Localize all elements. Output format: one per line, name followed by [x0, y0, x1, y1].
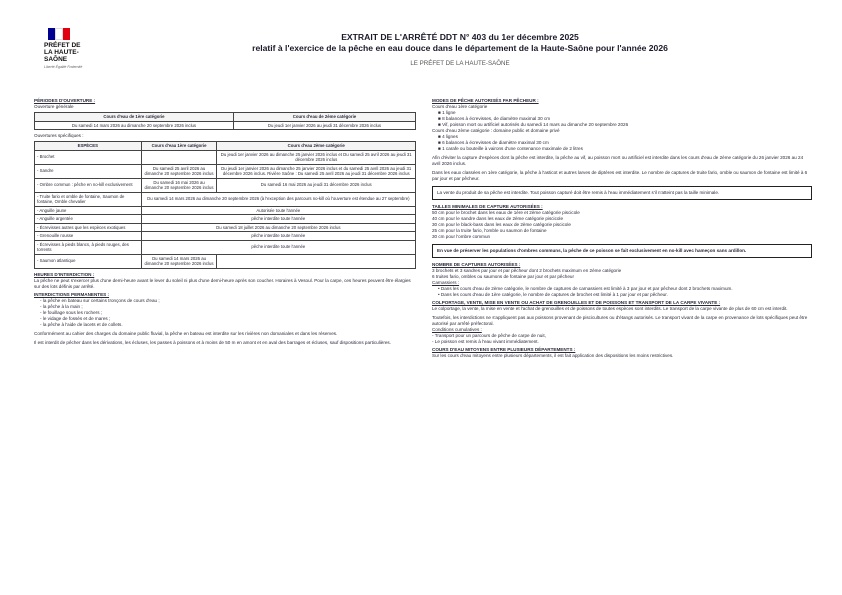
list-item-text: Vif, poisson mort ou artificiel autorisés du samedi 14 mars au dimanche 20 septembre 2026: [442, 122, 629, 127]
colportage-text: Le colportage, la vente, la mise en vente et l'achat de grenouilles et de poissons de toutes espèces sont interdits. Le transport de la carpe vivante de plus de 60 cm est interdit.: [432, 306, 788, 311]
merged-cell: pêche interdite toute l'année: [141, 240, 415, 254]
merged-cell: pêche interdite toute l'année: [141, 232, 415, 241]
generale-label: Ouverture générale: [34, 104, 74, 109]
paragraph: Afin d'éviter la capture d'espèces dont la pêche est interdite, la pêche au vif, au poisson mort ou artificiel est interdite dans les cours d'eau de 2ème catégorie du 26 janvier 2026 au 24 avril 2026 inclus.: [432, 155, 804, 166]
list-item: - la pêche en bateau sur certains tronçons de cours d'eau ;: [40, 297, 160, 303]
conditions-label: Conditions cumulatives :: [432, 327, 482, 332]
list-item: - la pêche à l'aide de lacets et de collets.: [40, 321, 123, 327]
list-item-text: 1 ligne: [442, 110, 456, 115]
table2-header-cat1: Cours d'eau 1ère catégorie: [141, 142, 217, 151]
table2-header-cat2: Cours d'eau 2ème catégorie: [217, 142, 416, 151]
decree-title: [100, 32, 820, 54]
tailles-heading: TAILLES MINIMALES DE CAPTURE AUTORISÉES :: [432, 204, 543, 209]
list-item: - Transport pour un parcours de pêche de carpe de nuit,: [432, 333, 546, 338]
flag-white-band: [55, 28, 64, 40]
heures-text: La pêche ne peut s'exercer plus d'une demi-heure avant le lever du soleil ni plus d'une demi-heure après son coucher. Horaires à Vesoul. Pour la carpe, ces heures peuvent être élargies sur des lots définis par arrêté.: [34, 277, 411, 289]
cat2-cell: Du samedi 16 mai 2026 au jeudi 31 décembre 2026 inclus: [217, 178, 416, 192]
specifiques-label: Ouvertures spécifiques :: [34, 133, 84, 138]
decree-subtitle: LE PRÉFET DE LA HAUTE-SAÔNE: [410, 60, 510, 67]
interdictions-heading: INTERDICTIONS PERMANENTES :: [34, 291, 110, 297]
list-item: ■ 1 carafe ou bouteille à vairons d'une contenance maximale de 2 litres: [438, 146, 583, 151]
list-item-text: 4 lignes: [442, 134, 458, 139]
nombre-heading: NOMBRE DE CAPTURES AUTORISÉES :: [432, 262, 521, 267]
list-item: 3 brochets et 3 sandres par jour et par pêcheur dont 2 brochets maximum en 2ème catégorie: [432, 268, 622, 273]
merged-cell: Du samedi 18 juillet 2026 au dimanche 20 septembre 2026 inclus: [141, 223, 415, 232]
merged-cell: Autorisée toute l'année: [141, 206, 415, 215]
table-row: [35, 192, 416, 206]
species-cell: - Anguille jaune: [35, 206, 142, 215]
species-cell: - Anguille argentée: [35, 215, 142, 224]
heures-heading: HEURES D'INTERDICTION :: [34, 271, 95, 277]
table1-header-cat1: Cours d'eau de 1ère catégorie: [35, 113, 234, 122]
paragraph: Il est interdit de pêcher dans les dérivations, les écluses, les passes à poissons et à moins de 50 m en amont et en aval des barrages et écluses, sauf dispositions particulières.: [34, 339, 391, 345]
species-cell: - Grenouille rousse: [35, 232, 142, 241]
list-item: ■ 1 ligne: [438, 110, 456, 115]
species-cell: - Sandre: [35, 164, 142, 178]
list-item: 6 truites fario, ombles ou saumons de fontaine par jour et par pêcheur: [432, 274, 574, 279]
table-row: [35, 240, 416, 254]
list-item-text: 8 balances à écrevisses, de diamètre maximal 30 cm: [442, 116, 551, 121]
merged-cell: Du samedi 14 mars 2026 au dimanche 20 septembre 2026 (à l'exception des parcours no-kill où l'ouverture est étendue au 27 septembre): [141, 192, 415, 206]
list-item: ■ 8 balances à écrevisses, de diamètre maximal 30 cm: [438, 116, 551, 121]
list-item-text: Dans les cours d'eau de 1ère catégorie, le nombre de captures de brochet est limité à 1 par jour et par pêcheur.: [440, 292, 668, 297]
species-cell: - Écrevisses autres que les espèces exotiques: [35, 223, 142, 232]
prefet-logo: [44, 28, 86, 88]
specific-opening-table: [34, 141, 416, 269]
republic-flag-icon: [48, 28, 70, 40]
list-item: - le fouillage sous les rochers ;: [40, 309, 103, 315]
species-cell: - Ombre commun : pêche en no-kill exclusivement: [35, 178, 142, 192]
paragraph: Toutefois, les interdictions ne s'appliquent pas aux poissons provenant de piscicultures ou d'étangs autorisés. Le transport vivant de la carpe en provenance de lots spécifiques peut être autorisé par arrêté préfectoral.: [432, 315, 808, 326]
carnassiers-label: Carnassiers :: [432, 280, 460, 285]
ombre-notice-box: En vue de préserver les populations d'ombres communs, la pêche de ce poisson se fait exclusivement en no-kill avec hameçon sans ardillon.: [432, 244, 812, 258]
list-item: 25 cm pour la truite fario, l'omble ou saumon de fontaine: [432, 228, 547, 233]
cat2-cell: Du jeudi 1er janvier 2026 au dimanche 25 janvier 2026 inclus et du samedi 25 avril 2026 au jeudi 31 décembre 2026 inclus. Rivière Saône : Du samedi 25 avril 2026 au jeudi 31 décembre 2026 inclus: [217, 164, 416, 178]
cours-heading: COURS D'EAU MITOYENS ENTRE PLUSIEURS DÉPARTEMENTS :: [432, 347, 576, 352]
list-item: • Dans les cours d'eau de 1ère catégorie, le nombre de captures de brochet est limité à 1 par jour et par pêcheur.: [438, 292, 668, 297]
list-item-text: 6 balances à écrevisses de diamètre maximal 30 cm: [442, 140, 549, 145]
table1-cell-cat1: Du samedi 14 mars 2026 au dimanche 20 septembre 2026 inclus: [35, 121, 234, 130]
species-cell: - Brochet: [35, 150, 142, 164]
table-row: [35, 164, 416, 178]
cat2-cell: Du jeudi 1er janvier 2026 au dimanche 25 janvier 2026 inclus et Du samedi 25 avril 2026 au jeudi 31 décembre 2026 inclus: [217, 150, 416, 164]
modes-heading: MODES DE PÊCHE AUTORISÉS PAR PÊCHEUR :: [432, 98, 539, 103]
table-row: [35, 206, 416, 215]
species-cell: - Truite fario et omble de fontaine, Saumon de fontaine, Omble chevalier: [35, 192, 142, 206]
flag-red-band: [63, 28, 70, 40]
list-item: 30 cm pour le black-bass dans les eaux de 2ème catégorie piscicole: [432, 222, 571, 227]
list-item: • Dans les cours d'eau de 2ème catégorie, le nombre de captures de carnassiers est limité à 3 par jour et par pêcheur dont 2 brochets maximum.: [438, 286, 733, 291]
cat1-cell: Du samedi 25 avril 2026 au dimanche 20 septembre 2026 inclus: [141, 164, 217, 178]
republic-motto: Liberté Égalité Fraternité: [44, 65, 83, 69]
list-item: 30 cm pour l'ombre commun: [432, 234, 491, 239]
list-item-text: 1 carafe ou bouteille à vairons d'une contenance maximale de 2 litres: [442, 146, 583, 151]
species-cell: - Saumon atlantique: [35, 254, 142, 268]
cat2-cell: [217, 254, 416, 268]
table-row: [35, 215, 416, 224]
list-item: - le vidage de fossés et de mares ;: [40, 315, 111, 321]
title-line-1: EXTRAIT DE L'ARRÊTÉ DDT N° 403 du 1er décembre 2025: [341, 32, 579, 42]
cat1-cell: Du samedi 16 mai 2026 au dimanche 20 septembre 2026 inclus: [141, 178, 217, 192]
colportage-heading: COLPORTAGE, VENTE, MISE EN VENTE OU ACHAT DE GRENOUILLES ET DE POISSONS ET TRANSPORT DE LA CARPE VIVANTE :: [432, 300, 721, 305]
table-row: [35, 223, 416, 232]
cat2-label: Cours d'eau 2ème catégorie : domaine public et domaine privé: [432, 128, 560, 133]
table2-header-species: ESPÈCES: [35, 142, 142, 151]
merged-cell: pêche interdite toute l'année: [141, 215, 415, 224]
cat1-cell: Du samedi 14 mars 2026 au dimanche 20 septembre 2026 inclus: [141, 254, 217, 268]
periodes-heading: PÉRIODES D'OUVERTURE :: [34, 98, 96, 103]
list-item: ■ Vif, poisson mort ou artificiel autorisés du samedi 14 mars au dimanche 20 septembre 2026: [438, 122, 629, 127]
list-item: 40 cm pour le sandre dans les eaux de 2ème catégorie piscicole: [432, 216, 563, 221]
list-item: - Le poisson est remis à l'eau vivant immédiatement.: [432, 339, 539, 344]
prefet-name: PRÉFET DE LA HAUTE-SAÔNE: [44, 42, 81, 63]
species-cell: - Écrevisses à pieds blancs, à pieds rouges, des torrents: [35, 240, 142, 254]
table1-header-cat2: Cours d'eau de 2ème catégorie: [233, 113, 415, 122]
flag-blue-band: [48, 28, 55, 40]
right-column: [432, 96, 812, 359]
list-item: ■ 4 lignes: [438, 134, 458, 139]
list-item: 50 cm pour le brochet dans les eaux de 1ère et 2ème catégorie piscicole: [432, 210, 580, 215]
table-row: [35, 232, 416, 241]
table1-cell-cat2: Du jeudi 1er janvier 2026 au jeudi 31 décembre 2026 inclus: [233, 121, 415, 130]
left-column: [34, 96, 416, 346]
title-line-2: relatif à l'exercice de la pêche en eau douce dans le département de la Haute-Saône pour l'année 2026: [252, 43, 668, 53]
table-row: [35, 254, 416, 268]
cat1-label: Cours d'eau 1ère catégorie: [432, 104, 488, 109]
cours-text: Sur les cours d'eau mitoyens entre plusieurs départements, il est fait application des dispositions les moins restrictives.: [432, 353, 674, 358]
paragraph: Conformément au cahier des charges du domaine public fluvial, la pêche en bateau est interdite sur les rivières non domaniales et dans les réserves.: [34, 330, 338, 336]
general-opening-table: [34, 112, 416, 130]
cat1-cell: [141, 150, 217, 164]
list-item: ■ 6 balances à écrevisses de diamètre maximal 30 cm: [438, 140, 549, 145]
list-item-text: Dans les cours d'eau de 2ème catégorie, le nombre de captures de carnassiers est limité à 3 par jour et par pêcheur dont 2 brochets maximum.: [440, 286, 733, 291]
table-row: [35, 178, 416, 192]
list-item: - la pêche à la main ;: [40, 303, 83, 309]
table-row: [35, 150, 416, 164]
paragraph: Dans les eaux classées en 1ère catégorie, la pêche à l'asticot et autres larves de diptères est interdite. Le nombre de captures de truite fario, omble ou saumon de fontaine est limité à 6 par jour et par pêcheur.: [432, 170, 808, 181]
notice-box: La vente du produit de sa pêche est interdite. Tout poisson capturé doit être remis à l'eau immédiatement s'il n'atteint pas la taille minimale.: [432, 186, 812, 200]
